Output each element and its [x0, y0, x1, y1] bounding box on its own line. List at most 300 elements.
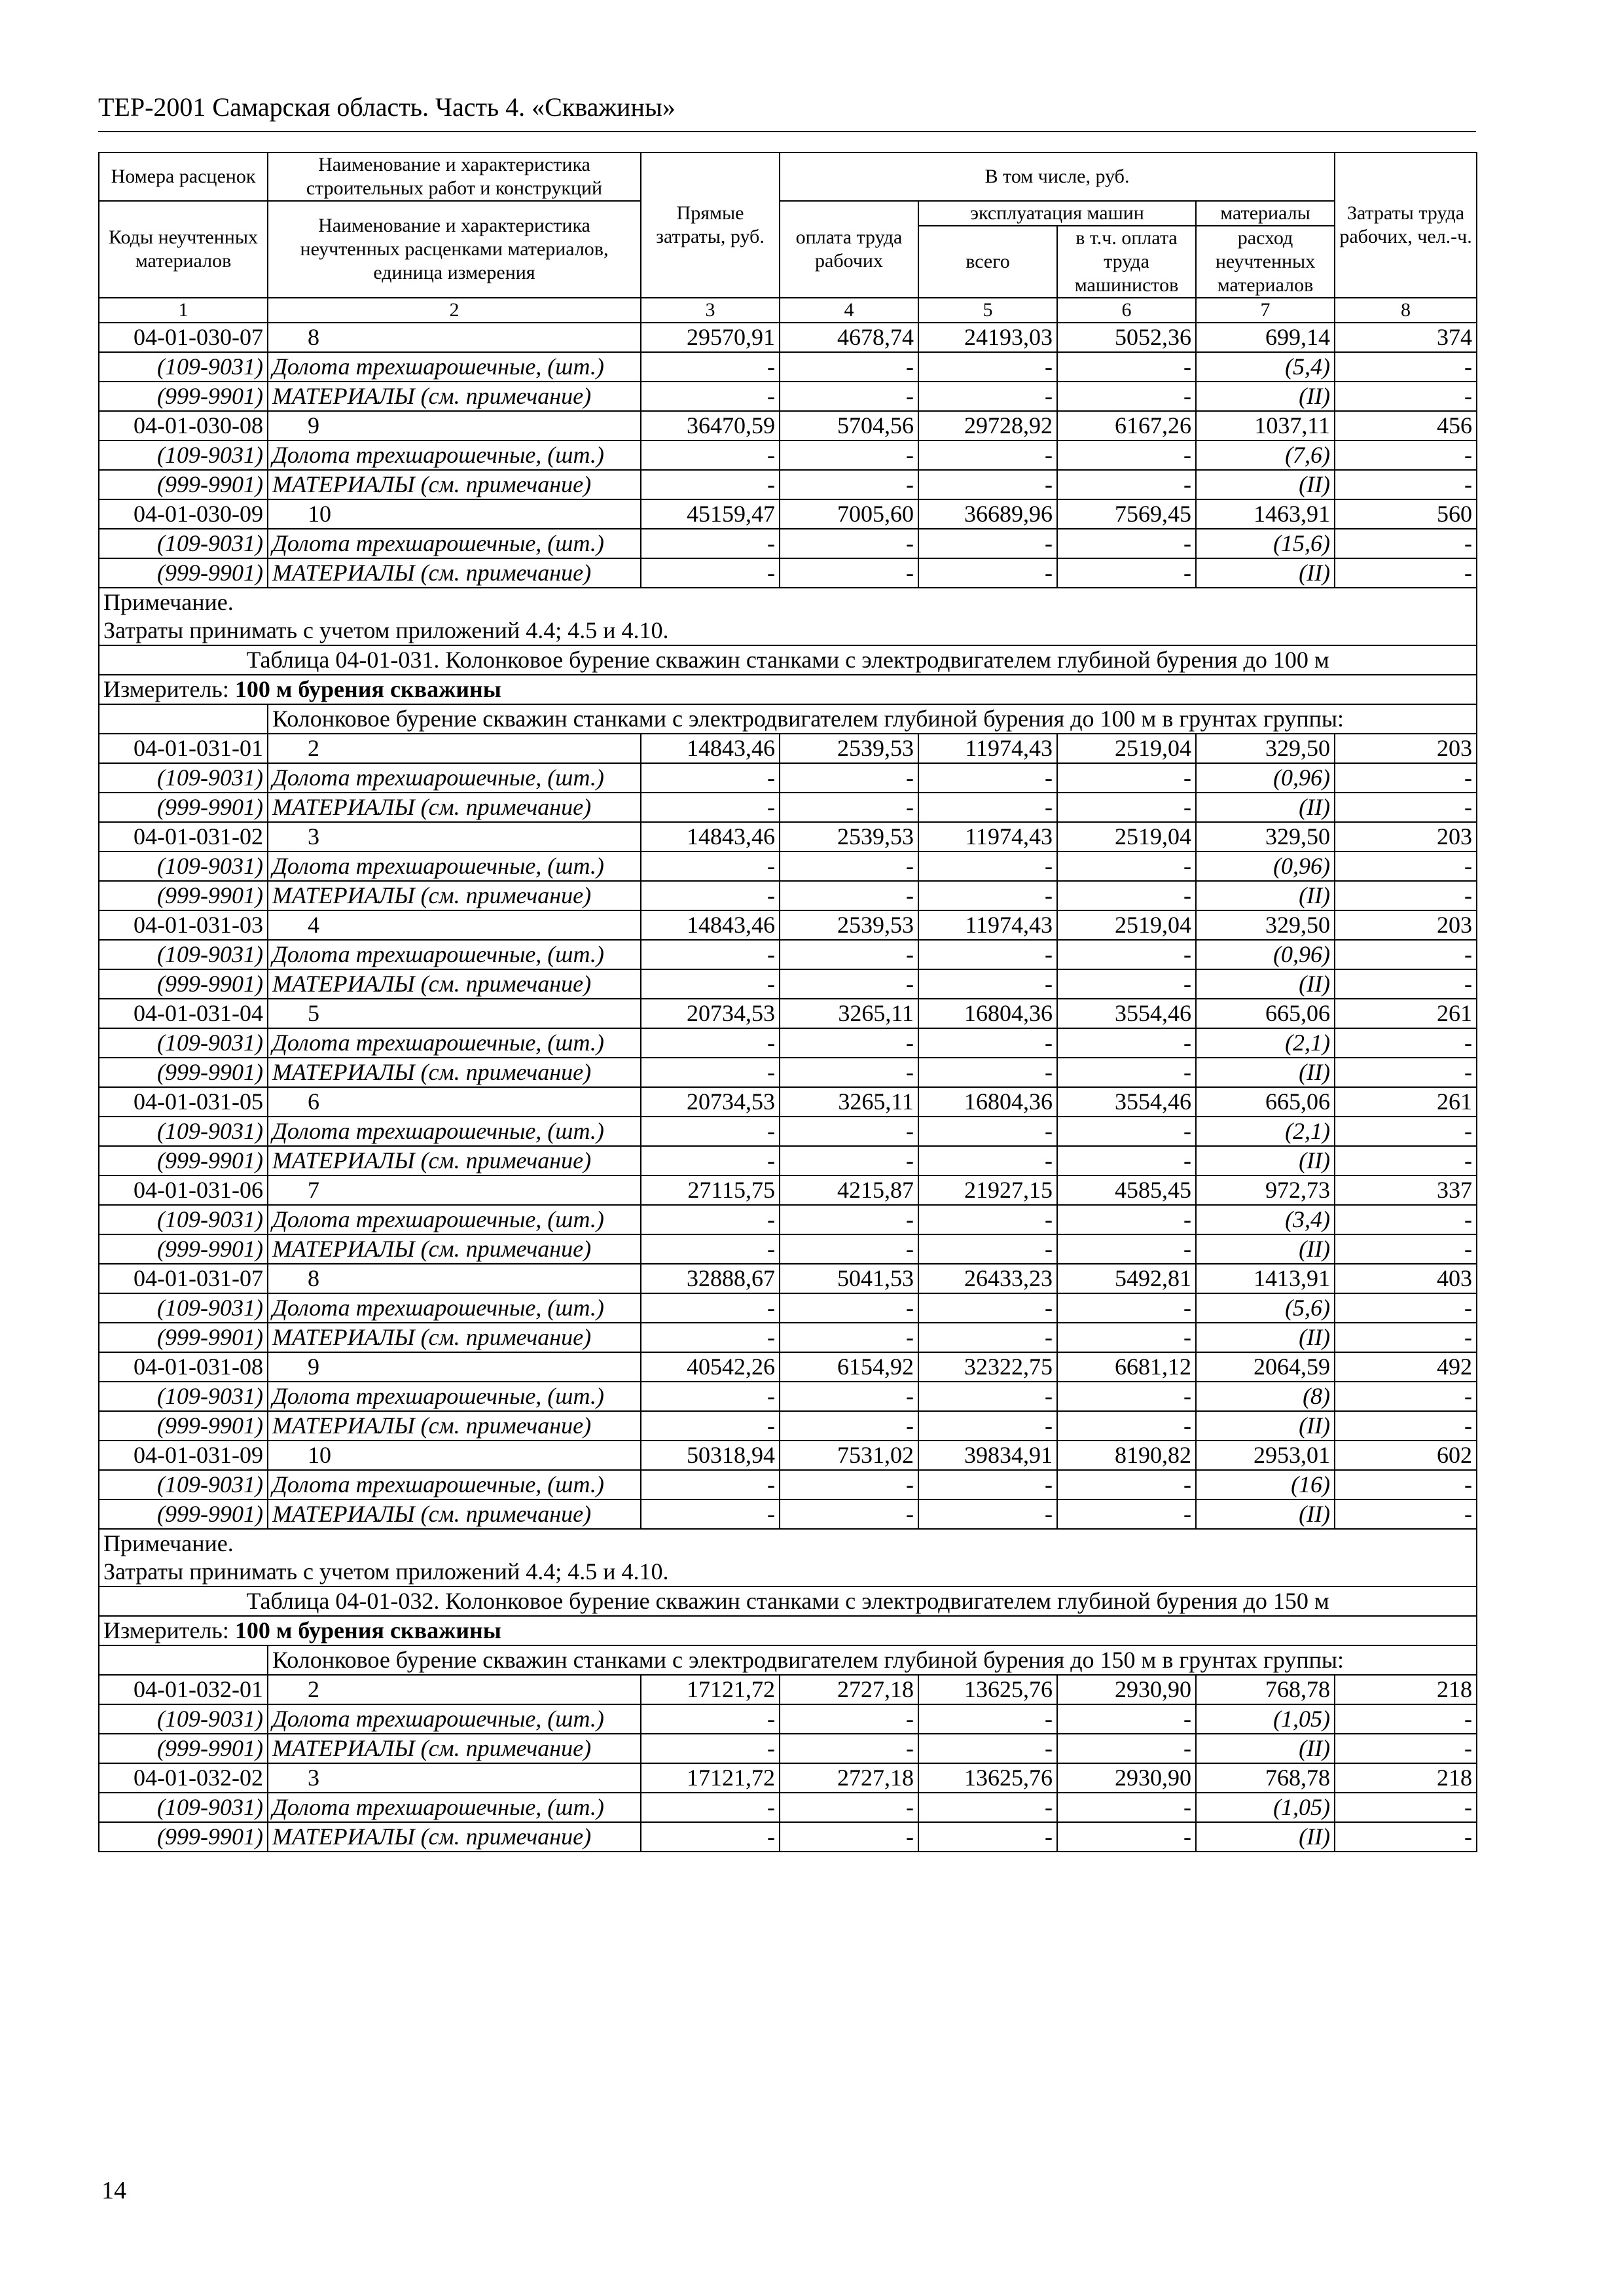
material-quantity: (5,4) [1196, 352, 1335, 382]
dash-cell: - [780, 382, 918, 411]
dash-cell: - [641, 1146, 780, 1175]
material-code: (109-9031) [99, 940, 268, 969]
dash-cell: - [641, 1028, 780, 1058]
material-name: Долота трехшарошечные, (шт.) [268, 1470, 641, 1499]
dash-cell: - [1335, 1734, 1477, 1763]
dash-cell: - [1335, 1058, 1477, 1087]
material-code: (109-9031) [99, 1793, 268, 1822]
materials: 699,14 [1196, 323, 1335, 352]
rate-row [99, 1675, 1477, 1704]
material-quantity: (0,96) [1196, 763, 1335, 793]
material-row [99, 793, 1477, 822]
material-name: Долота трехшарошечные, (шт.) [268, 852, 641, 881]
material-quantity: (7,6) [1196, 440, 1335, 470]
page-number: 14 [101, 2177, 126, 2204]
dash-cell: - [1057, 1293, 1196, 1323]
material-row [99, 881, 1477, 910]
header-including: В том числе, руб. [780, 152, 1335, 201]
machines-total: 11974,43 [918, 822, 1057, 852]
header-names-top: Наименование и характеристика строительных работ и конструкций [268, 152, 641, 201]
labor-cost: 492 [1335, 1352, 1477, 1382]
rate-code: 04-01-031-05 [99, 1087, 268, 1117]
dash-cell: - [780, 1028, 918, 1058]
dash-cell: - [780, 881, 918, 910]
labor-pay: 5704,56 [780, 411, 918, 440]
labor-pay: 2727,18 [780, 1675, 918, 1704]
dash-cell: - [641, 1058, 780, 1087]
machines-total: 11974,43 [918, 734, 1057, 763]
material-code: (109-9031) [99, 1293, 268, 1323]
labor-cost: 403 [1335, 1264, 1477, 1293]
rate-name: 9 [268, 411, 641, 440]
price-table [98, 152, 1477, 1852]
labor-cost: 560 [1335, 499, 1477, 529]
material-code: (999-9901) [99, 382, 268, 411]
material-quantity: (0,96) [1196, 852, 1335, 881]
dash-cell: - [1335, 1411, 1477, 1441]
material-quantity: (2,1) [1196, 1028, 1335, 1058]
dash-cell: - [1057, 1234, 1196, 1264]
dash-cell: - [1057, 1411, 1196, 1441]
dash-cell: - [918, 1323, 1057, 1352]
machines-total: 16804,36 [918, 999, 1057, 1028]
dash-cell: - [1335, 440, 1477, 470]
machines-total: 39834,91 [918, 1441, 1057, 1470]
dash-cell: - [918, 470, 1057, 499]
direct-costs: 32888,67 [641, 1264, 780, 1293]
dash-cell: - [1335, 1793, 1477, 1822]
machines-labor: 5052,36 [1057, 323, 1196, 352]
dash-cell: - [641, 558, 780, 588]
dash-cell: - [918, 969, 1057, 999]
materials: 329,50 [1196, 822, 1335, 852]
dash-cell: - [780, 440, 918, 470]
dash-cell: - [780, 1704, 918, 1734]
dash-cell: - [1335, 1117, 1477, 1146]
dash-cell: - [641, 793, 780, 822]
rate-name: 4 [268, 910, 641, 940]
labor-pay: 6154,92 [780, 1352, 918, 1382]
dash-cell: - [780, 1822, 918, 1852]
dash-cell: - [1335, 1028, 1477, 1058]
rate-name: 8 [268, 323, 641, 352]
material-row [99, 1704, 1477, 1734]
labor-pay: 2539,53 [780, 822, 918, 852]
header-direct-costs: Прямые затраты, руб. [641, 152, 780, 298]
dash-cell: - [1335, 529, 1477, 558]
material-code: (109-9031) [99, 763, 268, 793]
dash-cell: - [1335, 1704, 1477, 1734]
dash-cell: - [641, 940, 780, 969]
dash-cell: - [918, 382, 1057, 411]
labor-cost: 203 [1335, 910, 1477, 940]
note [99, 1529, 1477, 1587]
dash-cell: - [780, 1411, 918, 1441]
materials: 1463,91 [1196, 499, 1335, 529]
material-name: Долота трехшарошечные, (шт.) [268, 352, 641, 382]
note-text: Затраты принимать с учетом приложений 4.4; 4.5 и 4.10. [103, 617, 669, 643]
material-name: Долота трехшарошечные, (шт.) [268, 529, 641, 558]
measure-row [99, 675, 1477, 704]
dash-cell: - [918, 1793, 1057, 1822]
column-number: 5 [918, 298, 1057, 323]
material-code: (109-9031) [99, 1205, 268, 1234]
dash-cell: - [780, 793, 918, 822]
dash-cell: - [641, 1323, 780, 1352]
labor-cost: 203 [1335, 734, 1477, 763]
machines-total: 26433,23 [918, 1264, 1057, 1293]
labor-cost: 374 [1335, 323, 1477, 352]
labor-pay: 4215,87 [780, 1175, 918, 1205]
dash-cell: - [918, 352, 1057, 382]
dash-cell: - [1335, 470, 1477, 499]
machines-labor: 6167,26 [1057, 411, 1196, 440]
dash-cell: - [641, 1704, 780, 1734]
dash-cell: - [1057, 763, 1196, 793]
material-code: (999-9901) [99, 969, 268, 999]
labor-cost: 218 [1335, 1675, 1477, 1704]
running-header: ТЕР-2001 Самарская область. Часть 4. «Скважины» [98, 92, 676, 122]
dash-cell: - [918, 1293, 1057, 1323]
materials: 1413,91 [1196, 1264, 1335, 1293]
material-name: МАТЕРИАЛЫ (см. примечание) [268, 969, 641, 999]
dash-cell: - [1057, 1058, 1196, 1087]
material-row [99, 1382, 1477, 1411]
material-row [99, 1822, 1477, 1852]
subheader-spacer [99, 704, 268, 734]
material-code: (999-9901) [99, 1411, 268, 1441]
direct-costs: 36470,59 [641, 411, 780, 440]
dash-cell: - [1335, 969, 1477, 999]
machines-labor: 2930,90 [1057, 1763, 1196, 1793]
dash-cell: - [918, 1234, 1057, 1264]
dash-cell: - [1335, 382, 1477, 411]
dash-cell: - [780, 1382, 918, 1411]
material-row [99, 440, 1477, 470]
dash-cell: - [918, 1470, 1057, 1499]
rate-row [99, 822, 1477, 852]
dash-cell: - [1057, 382, 1196, 411]
materials: 2064,59 [1196, 1352, 1335, 1382]
dash-cell: - [1335, 1293, 1477, 1323]
header-labor-pay: оплата труда рабочих [780, 201, 918, 298]
note [99, 588, 1477, 645]
material-code: (999-9901) [99, 1058, 268, 1087]
material-row [99, 382, 1477, 411]
materials: 665,06 [1196, 999, 1335, 1028]
header-rule [98, 131, 1476, 132]
material-row [99, 969, 1477, 999]
labor-pay: 4678,74 [780, 323, 918, 352]
dash-cell: - [918, 1058, 1057, 1087]
material-code: (109-9031) [99, 1470, 268, 1499]
material-quantity: (3,4) [1196, 1205, 1335, 1234]
dash-cell: - [1335, 763, 1477, 793]
materials: 768,78 [1196, 1763, 1335, 1793]
rate-row [99, 1352, 1477, 1382]
material-row [99, 1323, 1477, 1352]
header-machines-labor: в т.ч. оплата труда машинистов [1057, 226, 1196, 298]
labor-pay: 2539,53 [780, 910, 918, 940]
machines-total: 13625,76 [918, 1763, 1057, 1793]
material-row [99, 1117, 1477, 1146]
dash-cell: - [780, 1793, 918, 1822]
material-quantity: (II) [1196, 1499, 1335, 1529]
dash-cell: - [780, 1499, 918, 1529]
column-number: 2 [268, 298, 641, 323]
dash-cell: - [918, 1117, 1057, 1146]
direct-costs: 20734,53 [641, 1087, 780, 1117]
material-code: (999-9901) [99, 881, 268, 910]
rate-code: 04-01-031-02 [99, 822, 268, 852]
materials: 2953,01 [1196, 1441, 1335, 1470]
material-code: (999-9901) [99, 793, 268, 822]
note-text: Затраты принимать с учетом приложений 4.4; 4.5 и 4.10. [103, 1558, 669, 1585]
dash-cell: - [1057, 1028, 1196, 1058]
rate-code: 04-01-030-09 [99, 499, 268, 529]
dash-cell: - [780, 763, 918, 793]
rate-name: 6 [268, 1087, 641, 1117]
dash-cell: - [780, 852, 918, 881]
material-code: (999-9901) [99, 470, 268, 499]
material-row [99, 1234, 1477, 1264]
material-row [99, 1734, 1477, 1763]
dash-cell: - [918, 940, 1057, 969]
dash-cell: - [918, 881, 1057, 910]
machines-labor: 6681,12 [1057, 1352, 1196, 1382]
dash-cell: - [641, 1205, 780, 1234]
rate-name: 10 [268, 499, 641, 529]
material-name: Долота трехшарошечные, (шт.) [268, 1793, 641, 1822]
material-row [99, 1146, 1477, 1175]
direct-costs: 17121,72 [641, 1675, 780, 1704]
material-name: Долота трехшарошечные, (шт.) [268, 1205, 641, 1234]
header-labor-cost: Затраты труда рабочих, чел.-ч. [1335, 152, 1477, 298]
machines-labor: 2519,04 [1057, 734, 1196, 763]
rate-name: 5 [268, 999, 641, 1028]
material-row [99, 1293, 1477, 1323]
dash-cell: - [1335, 352, 1477, 382]
dash-cell: - [780, 352, 918, 382]
dash-cell: - [641, 1793, 780, 1822]
dash-cell: - [641, 1470, 780, 1499]
dash-cell: - [1057, 470, 1196, 499]
rate-name: 9 [268, 1352, 641, 1382]
material-code: (109-9031) [99, 1117, 268, 1146]
column-number: 7 [1196, 298, 1335, 323]
dash-cell: - [641, 470, 780, 499]
measure-label: Измеритель: [103, 676, 229, 702]
dash-cell: - [641, 763, 780, 793]
measure-value: 100 м бурения скважины [234, 676, 501, 702]
material-quantity: (II) [1196, 558, 1335, 588]
material-code: (999-9901) [99, 558, 268, 588]
machines-labor: 5492,81 [1057, 1264, 1196, 1293]
material-code: (109-9031) [99, 440, 268, 470]
labor-cost: 218 [1335, 1763, 1477, 1793]
material-name: МАТЕРИАЛЫ (см. примечание) [268, 1411, 641, 1441]
rate-code: 04-01-031-09 [99, 1441, 268, 1470]
column-number: 3 [641, 298, 780, 323]
materials: 329,50 [1196, 910, 1335, 940]
note-row [99, 588, 1477, 645]
dash-cell: - [918, 440, 1057, 470]
dash-cell: - [641, 1822, 780, 1852]
dash-cell: - [1057, 1146, 1196, 1175]
labor-pay: 7531,02 [780, 1441, 918, 1470]
dash-cell: - [918, 1734, 1057, 1763]
material-row [99, 529, 1477, 558]
material-name: МАТЕРИАЛЫ (см. примечание) [268, 793, 641, 822]
rate-row [99, 499, 1477, 529]
dash-cell: - [918, 1146, 1057, 1175]
material-name: Долота трехшарошечные, (шт.) [268, 1293, 641, 1323]
material-name: МАТЕРИАЛЫ (см. примечание) [268, 881, 641, 910]
dash-cell: - [780, 1205, 918, 1234]
dash-cell: - [1057, 558, 1196, 588]
rate-name: 7 [268, 1175, 641, 1205]
dash-cell: - [641, 1117, 780, 1146]
dash-cell: - [918, 1822, 1057, 1852]
header-materials: материалы [1196, 201, 1335, 226]
dash-cell: - [1335, 1470, 1477, 1499]
material-quantity: (15,6) [1196, 529, 1335, 558]
material-name: Долота трехшарошечные, (шт.) [268, 1117, 641, 1146]
dash-cell: - [641, 881, 780, 910]
rate-row [99, 1175, 1477, 1205]
material-row [99, 1793, 1477, 1822]
material-quantity: (II) [1196, 881, 1335, 910]
note-label: Примечание. [103, 589, 234, 615]
section-subheader-row [99, 704, 1477, 734]
material-row [99, 940, 1477, 969]
rate-code: 04-01-031-03 [99, 910, 268, 940]
header-machines-total: всего [918, 226, 1057, 298]
labor-pay: 2539,53 [780, 734, 918, 763]
dash-cell: - [918, 1411, 1057, 1441]
material-code: (999-9901) [99, 1499, 268, 1529]
material-row [99, 1499, 1477, 1529]
dash-cell: - [1335, 793, 1477, 822]
dash-cell: - [1335, 558, 1477, 588]
labor-cost: 456 [1335, 411, 1477, 440]
dash-cell: - [780, 1323, 918, 1352]
measure-label: Измеритель: [103, 1617, 229, 1643]
header-materials-unaccounted: расход неучтенных материалов [1196, 226, 1335, 298]
material-row [99, 1411, 1477, 1441]
material-row [99, 1028, 1477, 1058]
material-quantity: (II) [1196, 470, 1335, 499]
materials: 972,73 [1196, 1175, 1335, 1205]
measure-row [99, 1616, 1477, 1645]
dash-cell: - [1335, 881, 1477, 910]
column-number: 1 [99, 298, 268, 323]
material-code: (109-9031) [99, 1382, 268, 1411]
material-name: МАТЕРИАЛЫ (см. примечание) [268, 470, 641, 499]
labor-pay: 5041,53 [780, 1264, 918, 1293]
section-subheader: Колонковое бурение скважин станками с электродвигателем глубиной бурения до 150 м в грунтах группы: [268, 1645, 1477, 1675]
rate-row [99, 323, 1477, 352]
dash-cell: - [1057, 793, 1196, 822]
dash-cell: - [780, 1293, 918, 1323]
dash-cell: - [641, 1293, 780, 1323]
machines-total: 11974,43 [918, 910, 1057, 940]
dash-cell: - [1335, 852, 1477, 881]
machines-labor: 8190,82 [1057, 1441, 1196, 1470]
dash-cell: - [780, 558, 918, 588]
dash-cell: - [918, 1704, 1057, 1734]
subheader-spacer [99, 1645, 268, 1675]
material-quantity: (II) [1196, 1323, 1335, 1352]
material-code: (109-9031) [99, 1028, 268, 1058]
dash-cell: - [1057, 1793, 1196, 1822]
material-code: (999-9901) [99, 1822, 268, 1852]
dash-cell: - [1057, 1382, 1196, 1411]
dash-cell: - [1335, 1499, 1477, 1529]
material-quantity: (II) [1196, 1234, 1335, 1264]
header-machines: эксплуатация машин [918, 201, 1196, 226]
material-row [99, 852, 1477, 881]
material-name: МАТЕРИАЛЫ (см. примечание) [268, 558, 641, 588]
dash-cell: - [641, 352, 780, 382]
dash-cell: - [780, 529, 918, 558]
material-quantity: (1,05) [1196, 1704, 1335, 1734]
dash-cell: - [780, 1146, 918, 1175]
material-row [99, 558, 1477, 588]
dash-cell: - [1057, 440, 1196, 470]
material-name: МАТЕРИАЛЫ (см. примечание) [268, 1234, 641, 1264]
dash-cell: - [641, 440, 780, 470]
dash-cell: - [918, 529, 1057, 558]
rate-name: 8 [268, 1264, 641, 1293]
dash-cell: - [641, 1382, 780, 1411]
dash-cell: - [1057, 1734, 1196, 1763]
rate-name: 3 [268, 822, 641, 852]
measure [99, 1616, 1477, 1645]
table-body [99, 323, 1477, 1852]
machines-total: 32322,75 [918, 1352, 1057, 1382]
dash-cell: - [780, 940, 918, 969]
labor-pay: 3265,11 [780, 999, 918, 1028]
rate-row [99, 1763, 1477, 1793]
machines-labor: 4585,45 [1057, 1175, 1196, 1205]
dash-cell: - [1335, 1146, 1477, 1175]
direct-costs: 40542,26 [641, 1352, 780, 1382]
dash-cell: - [1057, 881, 1196, 910]
machines-labor: 7569,45 [1057, 499, 1196, 529]
material-quantity: (II) [1196, 1734, 1335, 1763]
material-name: МАТЕРИАЛЫ (см. примечание) [268, 1822, 641, 1852]
labor-cost: 337 [1335, 1175, 1477, 1205]
machines-total: 21927,15 [918, 1175, 1057, 1205]
rate-row [99, 411, 1477, 440]
rate-code: 04-01-031-01 [99, 734, 268, 763]
machines-total: 16804,36 [918, 1087, 1057, 1117]
rate-row [99, 1087, 1477, 1117]
material-name: МАТЕРИАЛЫ (см. примечание) [268, 1058, 641, 1087]
dash-cell: - [780, 1058, 918, 1087]
measure [99, 675, 1477, 704]
material-row [99, 1205, 1477, 1234]
column-number: 6 [1057, 298, 1196, 323]
material-row [99, 1470, 1477, 1499]
table-title-row [99, 1587, 1477, 1616]
dash-cell: - [1057, 529, 1196, 558]
material-name: Долота трехшарошечные, (шт.) [268, 440, 641, 470]
dash-cell: - [918, 793, 1057, 822]
rate-row [99, 1264, 1477, 1293]
rate-name: 10 [268, 1441, 641, 1470]
